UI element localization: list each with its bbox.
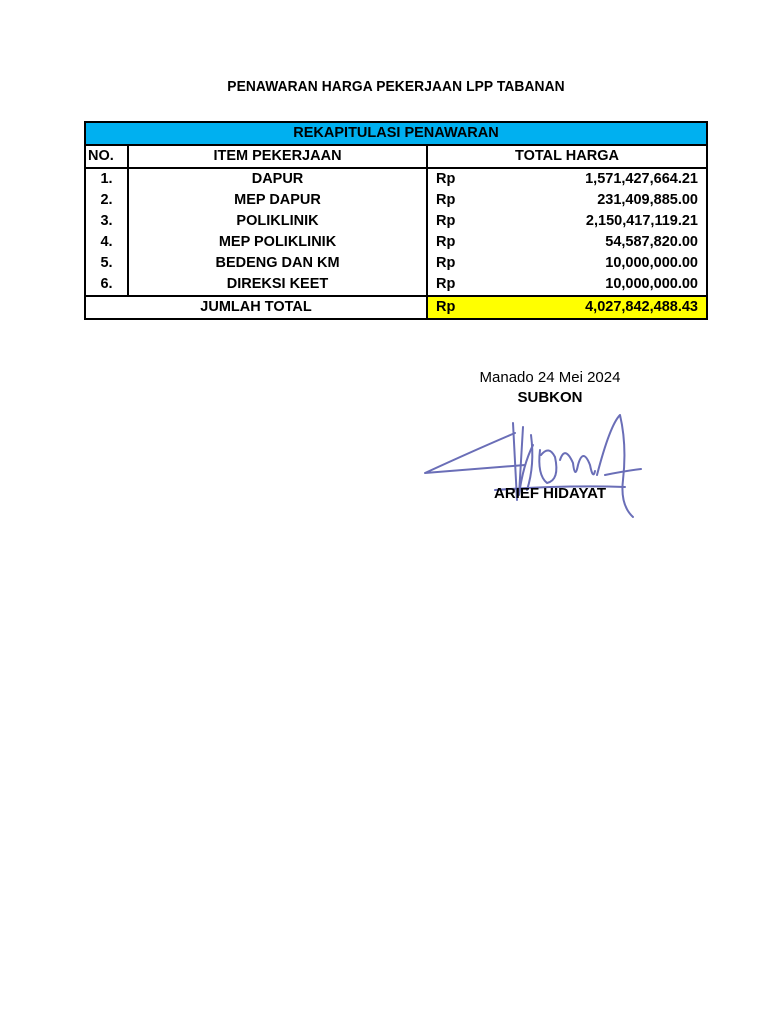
table-row <box>85 253 707 274</box>
row-currency: Rp <box>436 234 456 250</box>
header-total: TOTAL HARGA <box>427 145 707 168</box>
row-no: 4. <box>85 232 128 253</box>
row-item: POLIKLINIK <box>128 211 427 232</box>
row-amount: 10,000,000.00 <box>507 253 707 274</box>
row-no: 3. <box>85 211 128 232</box>
table-row <box>85 190 707 211</box>
table-row <box>85 168 707 190</box>
row-no: 6. <box>85 274 128 296</box>
row-no: 5. <box>85 253 128 274</box>
row-currency: Rp <box>436 171 456 187</box>
row-currency: Rp <box>436 192 456 208</box>
header-no: NO. <box>85 145 128 168</box>
row-amount: 231,409,885.00 <box>507 190 707 211</box>
table-row <box>85 274 707 296</box>
row-no: 2. <box>85 190 128 211</box>
recap-table <box>84 121 708 320</box>
row-currency: Rp <box>436 213 456 229</box>
signer-name: ARIEF HIDAYAT <box>494 485 606 502</box>
handwritten-signature-icon <box>415 405 650 525</box>
row-item: MEP DAPUR <box>128 190 427 211</box>
row-item: DAPUR <box>128 168 427 190</box>
row-amount: 1,571,427,664.21 <box>507 168 707 190</box>
place-date: Manado 24 Mei 2024 <box>479 369 621 386</box>
header-item: ITEM PEKERJAAN <box>128 145 427 168</box>
row-currency: Rp <box>427 274 507 296</box>
total-amount: 4,027,842,488.43 <box>507 296 707 319</box>
total-currency: Rp <box>427 296 507 319</box>
row-item: BEDENG DAN KM <box>128 253 427 274</box>
row-currency: Rp <box>436 255 456 271</box>
table-header-row <box>85 145 707 168</box>
row-amount: 10,000,000.00 <box>507 274 707 296</box>
document-title: PENAWARAN HARGA PEKERJAAN LPP TABANAN <box>227 78 565 95</box>
total-label: JUMLAH TOTAL <box>85 296 427 319</box>
signer-role: SUBKON <box>517 389 583 406</box>
table-banner-row <box>85 122 707 145</box>
row-item: MEP POLIKLINIK <box>128 232 427 253</box>
row-no: 1. <box>85 168 128 190</box>
table-row <box>85 232 707 253</box>
row-item: DIREKSI KEET <box>128 274 427 296</box>
row-amount: 54,587,820.00 <box>507 232 707 253</box>
table-banner: REKAPITULASI PENAWARAN <box>85 122 707 145</box>
table-row <box>85 211 707 232</box>
total-row <box>85 296 707 319</box>
row-amount: 2,150,417,119.21 <box>507 211 707 232</box>
